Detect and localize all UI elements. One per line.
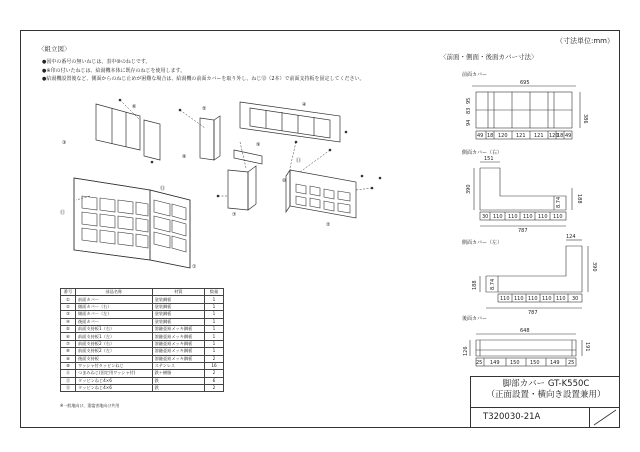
header-material: 材質 xyxy=(152,289,204,296)
side-left-total: 787 xyxy=(528,310,538,316)
cell-material: 鉄＋樹脂 xyxy=(152,370,204,377)
table-row xyxy=(61,325,224,332)
table-footnote: ※一般地向け、重塩害地向け共用 xyxy=(60,403,120,408)
cell-quantity: 2 xyxy=(205,370,224,377)
callout-13: ⑬ xyxy=(160,186,166,192)
cell-number: ⑦ xyxy=(61,340,76,347)
table-row xyxy=(61,370,224,377)
cell-number: ⑪ xyxy=(61,370,76,377)
front-seg: 49 xyxy=(565,133,572,139)
product-subtitle: （正面設置・横向き設置兼用） xyxy=(486,390,606,400)
callout-5: ⑤ xyxy=(202,106,207,112)
side-left-left-dim: 188 xyxy=(472,280,478,290)
side-left-seg: 110 xyxy=(542,296,552,302)
cell-material: 溶融亜鉛メッキ鋼板 xyxy=(152,340,204,347)
table-row xyxy=(61,385,224,392)
header-number: 番号 xyxy=(61,289,76,296)
cell-number: ⑤ xyxy=(61,325,76,332)
cell-part-name: 前面支持板1（右） xyxy=(76,325,153,332)
cell-quantity: 2 xyxy=(205,355,224,362)
cell-number: ⑨ xyxy=(61,355,76,362)
rear-seg: 149 xyxy=(550,360,560,366)
side-right-seg: 30 xyxy=(482,214,489,220)
cell-quantity: 16 xyxy=(205,362,224,369)
product-name xyxy=(471,379,621,401)
side-right-seg: 110 xyxy=(538,214,548,220)
note-item: ●図中の番号の無いねじは、表中⑩のねじです。 xyxy=(42,59,151,65)
cell-number: ① xyxy=(61,296,76,303)
rear-seg: 149 xyxy=(490,360,500,366)
side-right-seg: 110 xyxy=(508,214,518,220)
front-seg: 18 xyxy=(557,133,564,139)
rear-seg: 25 xyxy=(568,360,575,366)
drawing-number: T320030-21A xyxy=(483,412,541,422)
rear-seg: 25 xyxy=(476,360,483,366)
callout-4: ④ xyxy=(302,102,307,108)
cell-part-name: ワッシャ付タッピンねじ xyxy=(76,362,153,369)
callout-2: ② xyxy=(326,222,331,228)
revision-cell xyxy=(589,407,620,428)
cell-quantity: 1 xyxy=(205,311,224,318)
cell-number: ② xyxy=(61,303,76,310)
rear-seg: 150 xyxy=(510,360,520,366)
cell-part-name: タッピンねじ4×6 xyxy=(76,377,153,384)
front-left-dim-3: 95 xyxy=(466,97,472,104)
table-row xyxy=(61,362,224,369)
views-title: 〈前面・側面・後面カバー寸法〉 xyxy=(440,53,538,61)
side-right-top: 151 xyxy=(484,156,494,162)
cell-part-name: タッピンねじ4×6 xyxy=(76,385,153,392)
front-left-dim-2: 83 xyxy=(466,107,472,114)
cell-part-name: 後面支持板 xyxy=(76,355,153,362)
table-row xyxy=(61,296,224,303)
side-left-seg: 110 xyxy=(514,296,524,302)
parts-table xyxy=(60,288,224,392)
side-left-inner: 8.74 xyxy=(490,278,496,290)
table-row xyxy=(61,340,224,347)
cell-part-name: 前面支持板2（左） xyxy=(76,348,153,355)
rear-seg: 150 xyxy=(530,360,540,366)
cell-material: 溶融亜鉛メッキ鋼板 xyxy=(152,348,204,355)
cell-part-name: 前面支持板2（右） xyxy=(76,340,153,347)
cell-quantity: 1 xyxy=(205,333,224,340)
table-row xyxy=(61,303,224,310)
cell-quantity: 1 xyxy=(205,303,224,310)
cell-quantity: 1 xyxy=(205,340,224,347)
rear-cover-width: 648 xyxy=(520,328,530,334)
callout-3: ③ xyxy=(62,140,67,146)
front-cover-view xyxy=(472,86,580,139)
callout-7: ⑦ xyxy=(232,212,237,218)
cell-material: 溶融亜鉛メッキ鋼板 xyxy=(152,355,204,362)
front-seg: 120 xyxy=(498,133,508,139)
unit-note: （寸法単位:mm） xyxy=(556,37,614,45)
cell-material: 溶融亜鉛メッキ鋼板 xyxy=(152,333,204,340)
side-left-top: 124 xyxy=(566,234,576,240)
callout-8: ⑧ xyxy=(182,154,187,160)
cell-material: 鉄 xyxy=(152,377,204,384)
header-part-name: 部品名称 xyxy=(76,289,153,296)
cell-part-name: 前面支持板1（左） xyxy=(76,333,153,340)
side-right-height: 390 xyxy=(466,184,472,194)
cell-number: ⑫ xyxy=(61,377,76,384)
side-right-label: 側面カバー（右） xyxy=(462,150,503,156)
header-quantity: 数量 xyxy=(205,289,224,296)
table-header-row xyxy=(61,289,224,296)
cell-number: ⑧ xyxy=(61,348,76,355)
front-cover-height: 386 xyxy=(582,114,588,124)
side-left-seg: 110 xyxy=(500,296,510,302)
assembly-title: 〈組立図〉 xyxy=(38,45,71,53)
table-row xyxy=(61,355,224,362)
cell-material: 鉄 xyxy=(152,385,204,392)
cell-number: ⑩ xyxy=(61,362,76,369)
side-right-seg: 110 xyxy=(523,214,533,220)
side-right-seg: 110 xyxy=(553,214,563,220)
cell-part-name: 前面カバー xyxy=(76,296,153,303)
cell-part-name: 後面カバー xyxy=(76,318,153,325)
table-row xyxy=(61,311,224,318)
cell-material: ステンレス xyxy=(152,362,204,369)
callout-11: ⑪ xyxy=(296,158,302,164)
cell-quantity: 6 xyxy=(205,377,224,384)
rear-cover-view xyxy=(470,334,582,366)
front-seg: 120 xyxy=(549,133,559,139)
note-item: ●給湯機設置後など、側面からのねじ止めが困難な場合は、給湯機の前面カバーを取り外し、ねじ⑬（2本）で前面支持板を固定してください。 xyxy=(42,76,365,82)
front-left-dim-1: 94 xyxy=(466,119,472,126)
table-row xyxy=(61,333,224,340)
front-seg: 18 xyxy=(487,133,494,139)
cell-quantity: 1 xyxy=(205,325,224,332)
cell-quantity: 1 xyxy=(205,296,224,303)
side-left-seg: 30 xyxy=(572,296,579,302)
cell-quantity: 2 xyxy=(205,385,224,392)
product-title: 脚部カバー GT-K550C xyxy=(502,379,590,389)
cell-quantity: 1 xyxy=(205,348,224,355)
side-left-seg: 110 xyxy=(528,296,538,302)
side-right-total: 787 xyxy=(518,228,528,234)
cell-material: 塗装鋼板 xyxy=(152,318,204,325)
note-item: ●※印の付いたねじは、給湯機本体に既存のねじを使用します。 xyxy=(42,67,186,74)
side-left-height: 390 xyxy=(591,262,597,272)
cell-material: 溶融亜鉛メッキ鋼板 xyxy=(152,325,204,332)
cell-number: ⑬ xyxy=(61,385,76,392)
cell-part-name: 側面カバー（左） xyxy=(76,311,153,318)
cell-part-name: つまみねじ(固定用ワッシャ付) xyxy=(76,370,153,377)
cell-number: ③ xyxy=(61,311,76,318)
callout-6: ⑥ xyxy=(132,104,137,110)
table-row xyxy=(61,377,224,384)
side-right-right-dim: 188 xyxy=(576,194,582,204)
side-left-label: 側面カバー（左） xyxy=(462,240,503,246)
side-left-seg: 110 xyxy=(556,296,566,302)
front-cover-label: 前面カバー xyxy=(462,72,488,78)
cell-part-name: 側面カバー（右） xyxy=(76,303,153,310)
callout-10: ⑩ xyxy=(282,178,287,184)
cell-number: ④ xyxy=(61,318,76,325)
cell-material: 塗装鋼板 xyxy=(152,303,204,310)
table-row xyxy=(61,348,224,355)
front-seg: 121 xyxy=(516,133,526,139)
rear-cover-label: 後面カバー xyxy=(462,316,488,322)
cell-material: 塗装鋼板 xyxy=(152,311,204,318)
rear-left-dim: 126 xyxy=(463,346,469,356)
rear-right-dim: 191 xyxy=(584,342,590,352)
front-seg: 49 xyxy=(477,133,484,139)
cell-quantity: 1 xyxy=(205,318,224,325)
cell-number: ⑥ xyxy=(61,333,76,340)
side-right-inner: 8.74 xyxy=(556,196,562,208)
callout-9: ⑨ xyxy=(256,142,261,148)
callout-1: ① xyxy=(192,264,197,270)
callout-12: ⑫ xyxy=(60,210,66,216)
side-right-seg: 110 xyxy=(493,214,503,220)
table-row xyxy=(61,318,224,325)
title-block xyxy=(470,376,620,428)
front-seg: 121 xyxy=(534,133,544,139)
cell-material: 塗装鋼板 xyxy=(152,296,204,303)
front-cover-width: 695 xyxy=(520,80,530,86)
